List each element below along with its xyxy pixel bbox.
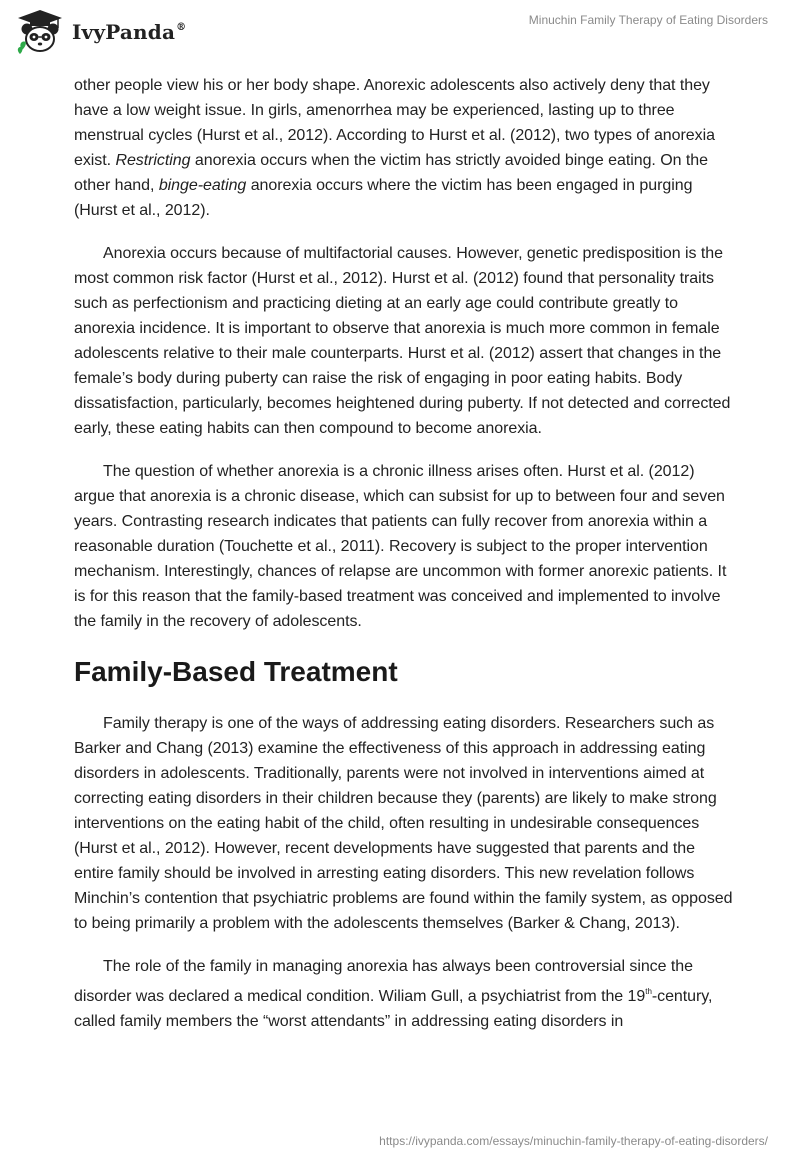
- ordinal-suffix: th: [645, 987, 652, 996]
- paragraph-2: Anorexia occurs because of multifactorial causes. However, genetic predisposition is the most common risk factor (Hurst et al., 2012). Hurst et al. (2012) found that personality traits such as perfectionism and practicing dieting at an early age could contribute greatly to anorexia incidence. It is important to observe that anorexia is much more common in female adolescents relative to their male counterparts. Hurst et al. (2012) assert that changes in the female’s body during puberty can raise the risk of engaging in poor eating habits. Body dissatisfaction, particularly, becomes heightened during puberty. If not detected and corrected early, these eating habits can then compound to become anorexia.: [74, 245, 731, 437]
- term-binge-eating: binge-eating: [158, 177, 247, 194]
- section-heading: Family-Based Treatment: [74, 656, 398, 687]
- document-title: Minuchin Family Therapy of Eating Disorders: [528, 13, 768, 27]
- paragraph-5: [74, 954, 734, 1034]
- page-header: [0, 0, 800, 70]
- source-url[interactable]: https://ivypanda.com/essays/minuchin-family-therapy-of-eating-disorders/: [379, 1134, 768, 1148]
- paragraph-1-text-c: anorexia occurs when the victim has strictly avoided binge eating. On the other hand,: [74, 152, 708, 194]
- paragraph-4: Family therapy is one of the ways of addressing eating disorders. Researchers such as Barker and Chang (2013) examine the effectiveness of this approach in addressing eating disorders in adolescents. Traditionally, parents were not involved in interventions aimed at correcting eating disorders in their children because they (parents) are likely to make strong interventions on the eating habit of the child, often resulting in undesirable consequences (Hurst et al., 2012). However, recent developments have suggested that parents and the entire family should be involved in arresting eating disorders. This new revelation follows Minchin’s contention that psychiatric problems are found within the family system, as opposed to being primarily a problem with the adolescents themselves (Barker & Chang, 2013).: [74, 715, 733, 932]
- term-restricting: Restricting: [115, 152, 191, 169]
- essay-content: [74, 73, 734, 1052]
- panda-graduate-icon: [14, 8, 66, 56]
- paragraph-5-text-b: -century, called family members the “worst attendants” in addressing eating disorders in: [74, 988, 713, 1030]
- paragraph-1-text-a: other people view his or her body shape. Anorexic adolescents also actively deny that they have a low weight issue. In girls, amenorrhea may be experienced, lasting up to three menstrual cycles (Hurst et al., 2012). According to Hurst et al. (2012), two types of anorexia exist.: [74, 77, 715, 169]
- registered-mark: ®: [176, 22, 187, 33]
- paragraph-5-text-a: The role of the family in managing anorexia has always been controversial since the disorder was declared a medical condition. Wiliam Gull, a psychiatrist from the 19: [74, 958, 693, 1005]
- logo-wordmark: IvyPanda: [72, 20, 176, 44]
- ivypanda-logo[interactable]: [14, 8, 186, 56]
- paragraph-3: The question of whether anorexia is a chronic illness arises often. Hurst et al. (2012) argue that anorexia is a chronic disease, which can subsist for up to between four and seven years. Contrasting research indicates that patients can fully recover from anorexia within a reasonable duration (Touchette et al., 2011). Recovery is subject to the proper intervention mechanism. Interestingly, chances of relapse are uncommon with former anorexic patients. It is for this reason that the family-based treatment was conceived and implemented to involve the family in the recovery of adolescents.: [74, 463, 727, 630]
- paragraph-1-text-e: anorexia occurs where the victim has been engaged in purging (Hurst et al., 2012).: [74, 177, 693, 219]
- paragraph-1: [74, 73, 734, 223]
- logo-text: [72, 20, 186, 44]
